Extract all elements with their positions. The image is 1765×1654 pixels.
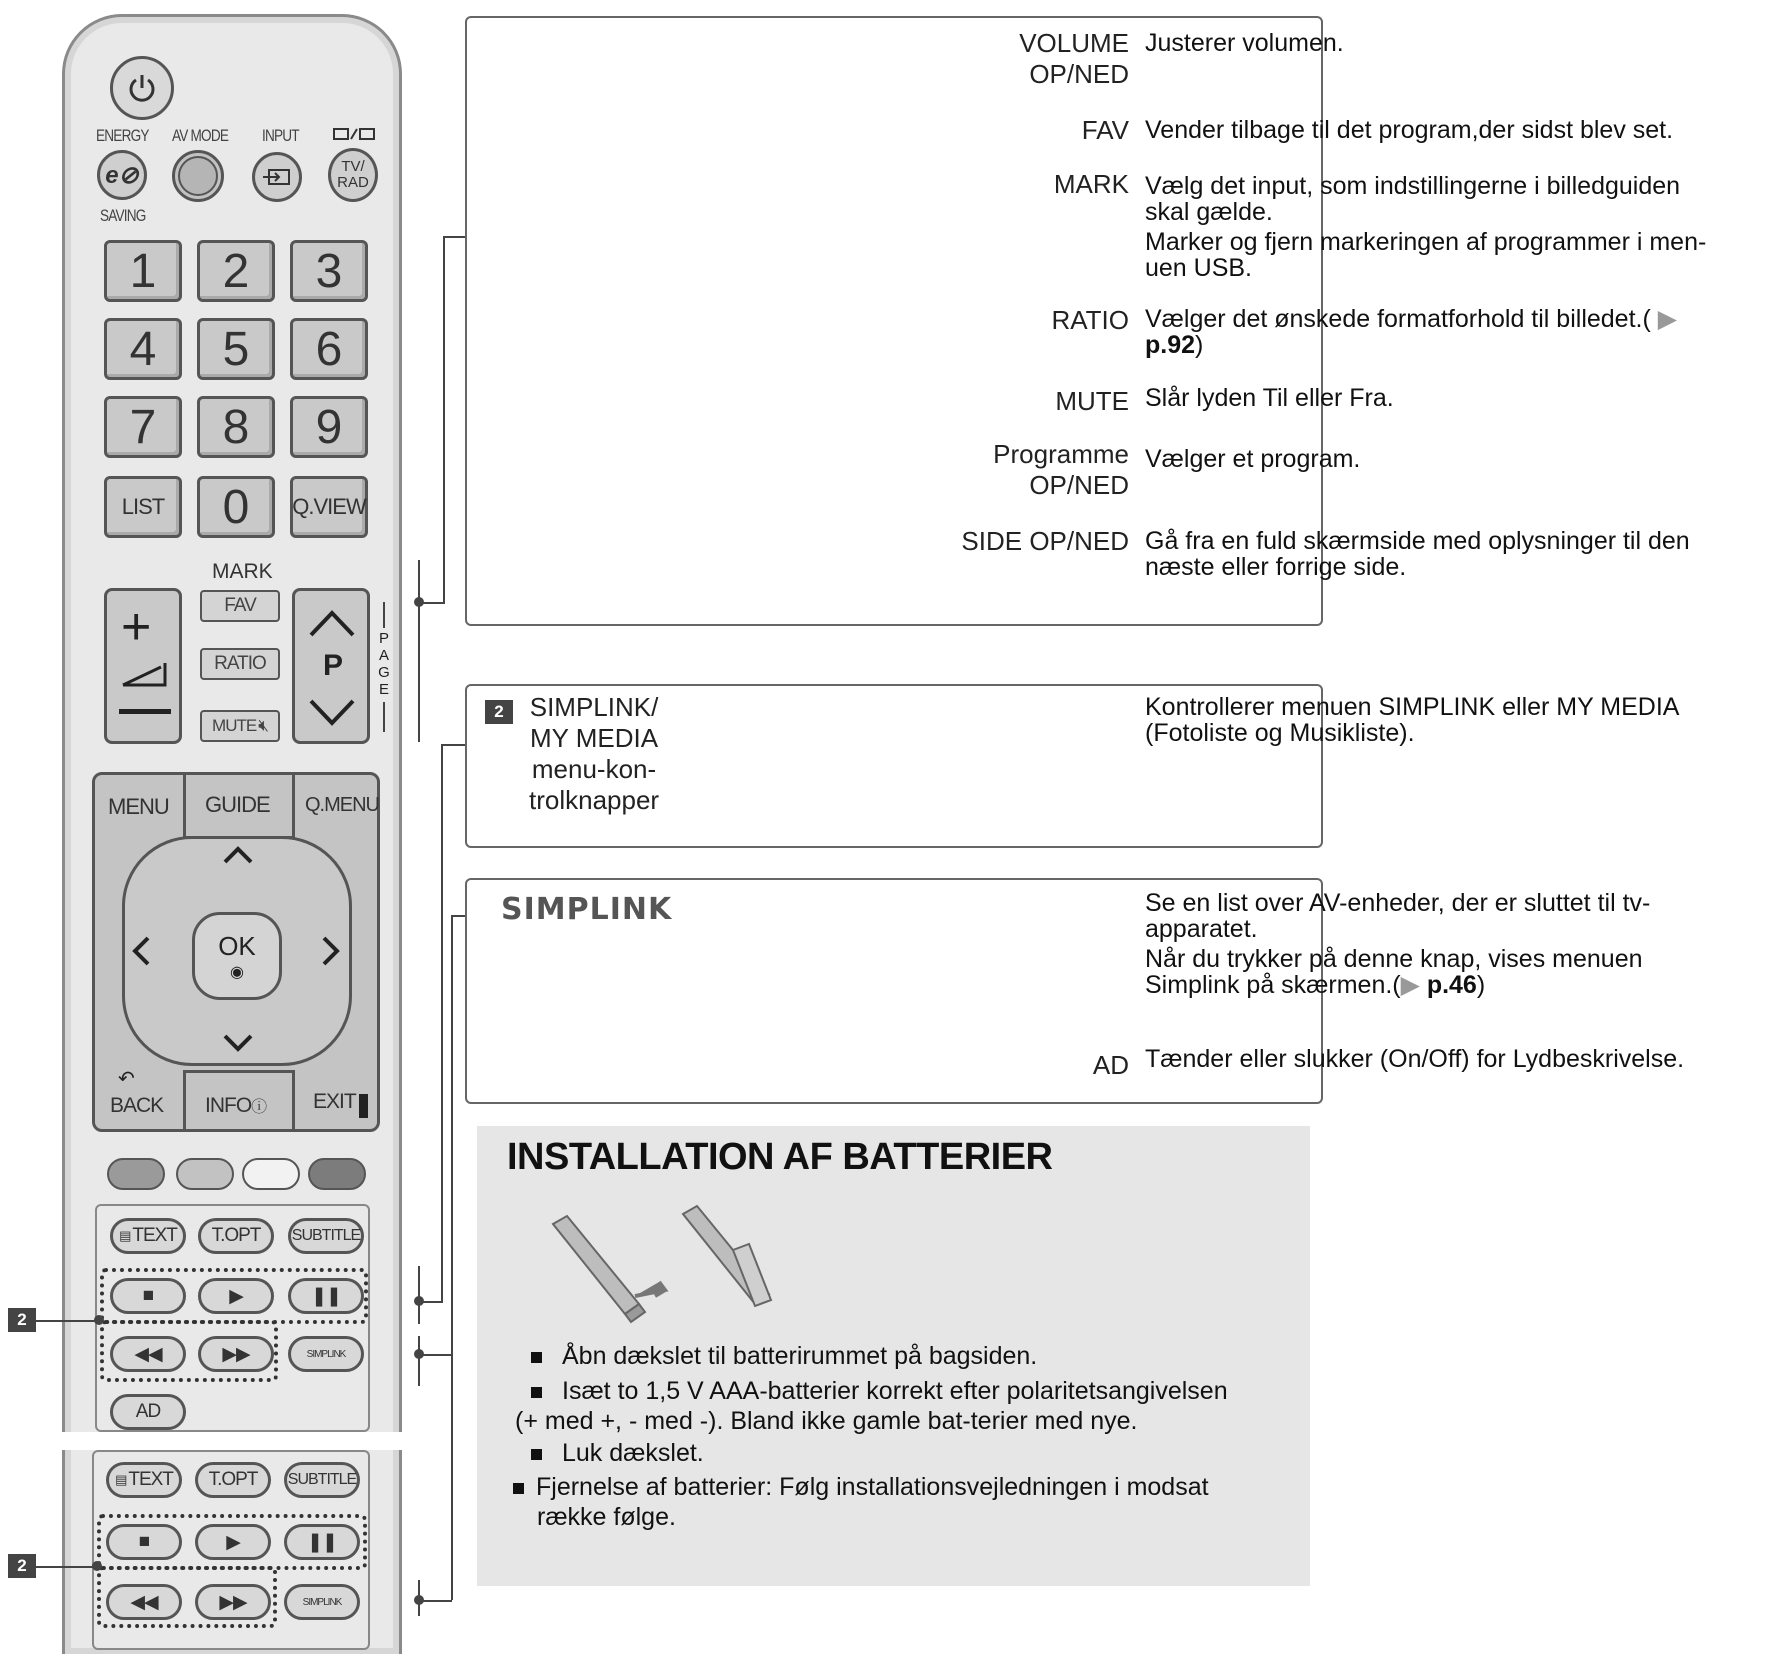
page-ref-arrow-icon: ▶ <box>1400 971 1427 999</box>
q-menu-button: Q.MENU <box>305 794 379 816</box>
simplink-button-alt: SIMPLINK <box>284 1584 360 1620</box>
digit-9-button: 9 <box>290 396 368 458</box>
arrow-right-icon <box>322 935 340 967</box>
digit-4-button: 4 <box>104 318 182 380</box>
info-icon: ⓘ <box>251 1099 267 1116</box>
desc-simplink-mymedia: Kontrollerer menuen SIMPLINK eller MY MEDIA (Fotoliste og Musikliste). <box>1145 693 1680 747</box>
av-mode-label: AV MODE <box>172 126 229 145</box>
play-button <box>198 1278 274 1314</box>
list-button: LIST <box>104 476 182 538</box>
stop-button <box>110 1278 186 1314</box>
input-label: INPUT <box>262 126 299 145</box>
simplink-button: SIMPLINK <box>288 1336 364 1372</box>
desc-fav: Vender tilbage til det program,der sidst blev set. <box>1145 116 1674 144</box>
blue-button <box>308 1158 366 1190</box>
pause-button-alt <box>284 1524 360 1560</box>
term-fav: FAV <box>1081 115 1129 145</box>
arrow-left-icon <box>132 935 150 967</box>
subtitle-button-alt: SUBTITLE <box>284 1462 360 1498</box>
desc-volume: Justerer volumen. <box>1145 29 1344 57</box>
back-button: BACK <box>110 1094 164 1117</box>
play-button-alt <box>195 1524 271 1560</box>
bullet-icon <box>513 1483 524 1494</box>
power-icon <box>125 71 159 105</box>
info-button: INFOⓘ <box>205 1094 267 1117</box>
desc-ad: Tænder eller slukker (On/Off) for Lydbeskrivelse. <box>1145 1045 1685 1073</box>
digit-2-button: 2 <box>197 240 275 302</box>
pause-button <box>288 1278 364 1314</box>
bullet-icon <box>531 1387 542 1398</box>
minus-icon <box>119 709 171 714</box>
arrow-up-icon <box>222 846 254 864</box>
ok-dot-icon: ◉ <box>230 963 244 981</box>
plus-icon: + <box>121 598 152 656</box>
rewind-button <box>110 1336 186 1372</box>
term-volume: VOLUME OP/NED <box>1019 28 1129 89</box>
power-button <box>110 56 174 120</box>
rewind-icon: ◀◀ <box>134 1343 162 1365</box>
energy-label: ENERGY <box>96 126 149 145</box>
volume-ramp-icon <box>121 661 167 687</box>
term-ad: AD <box>1092 1050 1129 1080</box>
play-icon: ▶ <box>229 1285 243 1307</box>
battery-step-insert-cont: (+ med +, - med -). Bland ikke gamle bat-terier med nye. <box>515 1407 1138 1435</box>
exit-icon <box>359 1094 368 1118</box>
tv-rad-button: TV/ RAD <box>328 148 378 202</box>
text-button-alt: ▤ TEXT <box>106 1462 182 1498</box>
stop-icon: ■ <box>138 1531 150 1552</box>
exit-button: EXIT <box>313 1090 356 1113</box>
battery-removal-cont: række følge. <box>537 1503 676 1531</box>
callout-tag-2-box: 2 <box>485 700 513 724</box>
green-button <box>176 1158 234 1190</box>
ad-button: AD <box>110 1394 186 1430</box>
callout-tag-2: 2 <box>8 1308 36 1332</box>
function-box-volume <box>465 16 1707 626</box>
simplink-logo: SIMPLINK <box>501 892 673 927</box>
desc-mute: Slår lyden Til eller Fra. <box>1145 384 1394 412</box>
rewind-icon: ◀◀ <box>130 1591 158 1613</box>
fast-forward-icon: ▶▶ <box>219 1591 247 1613</box>
subtitle-button: SUBTITLE <box>288 1218 364 1254</box>
page-label: P A G E <box>378 630 390 698</box>
term-ratio: RATIO <box>1051 305 1129 335</box>
input-button <box>252 152 302 202</box>
callout-tag-2-alt: 2 <box>8 1554 36 1578</box>
battery-removal: Fjernelse af batterier: Følg installationsvejledningen i modsat <box>513 1472 1209 1502</box>
t-opt-button-alt: T.OPT <box>195 1462 271 1498</box>
chevron-up-icon <box>307 609 357 637</box>
arrow-down-icon <box>222 1034 254 1052</box>
ok-button: OK ◉ <box>192 912 282 1000</box>
fav-button: FAV <box>200 590 280 622</box>
text-button: ▤ TEXT <box>110 1218 186 1254</box>
program-rocker <box>292 588 370 744</box>
term-simplink-mymedia: SIMPLINK/ MY MEDIA menu-kon- trolknapper <box>529 692 660 815</box>
program-p-label: P <box>323 649 344 682</box>
battery-step-close: Luk dækslet. <box>531 1438 704 1468</box>
digit-6-button: 6 <box>290 318 368 380</box>
av-mode-button <box>172 150 224 202</box>
digit-7-button: 7 <box>104 396 182 458</box>
battery-installation-panel <box>477 1126 1310 1586</box>
pause-icon: ❚❚ <box>311 1285 341 1307</box>
input-icon <box>263 168 291 186</box>
fast-forward-icon: ▶▶ <box>222 1343 250 1365</box>
desc-programme: Vælger et program. <box>1145 445 1361 473</box>
rewind-button-alt <box>106 1584 182 1620</box>
volume-rocker <box>104 588 182 744</box>
term-programme: Programme OP/NED <box>993 439 1129 500</box>
pause-icon: ❚❚ <box>307 1531 337 1553</box>
ratio-button: RATIO <box>200 648 280 680</box>
battery-cover-illustration <box>543 1204 783 1334</box>
menu-button: MENU <box>108 794 169 819</box>
desc-mark: Vælg det input, som indstillingerne i billedguiden skal gælde. Marker og fjern markeringen af programmer i men- uen USB. <box>1145 172 1707 282</box>
mute-button: MUTE 🔇︎ <box>200 710 280 742</box>
energy-saving-icon: e⊘ <box>97 150 147 200</box>
guide-button: GUIDE <box>205 792 270 817</box>
function-box-simplink-ad <box>465 878 1685 1104</box>
digit-8-button: 8 <box>197 396 275 458</box>
chevron-down-icon <box>307 699 357 727</box>
stop-icon: ■ <box>142 1285 154 1306</box>
mute-speaker-icon: 🔇︎ <box>258 716 268 735</box>
battery-step-insert: Isæt to 1,5 V AAA-batterier korrekt efter polaritetsangivelsen <box>531 1376 1228 1406</box>
page-ref-arrow-icon: ▶ <box>1650 305 1677 333</box>
function-box-simplink-mymedia <box>465 684 1680 848</box>
tv-radio-icon <box>333 127 375 141</box>
text-icon: ▤ <box>119 1228 131 1243</box>
yellow-button <box>242 1158 300 1190</box>
term-side: SIDE OP/NED <box>961 526 1129 556</box>
mark-label: MARK <box>212 560 273 583</box>
digit-5-button: 5 <box>197 318 275 380</box>
battery-title: INSTALLATION AF BATTERIER <box>507 1136 1053 1178</box>
text-icon: ▤ <box>115 1472 127 1487</box>
back-arrow-icon: ↶ <box>118 1068 135 1090</box>
bullet-icon <box>531 1449 542 1460</box>
term-mute: MUTE <box>1055 386 1129 416</box>
stop-button-alt <box>106 1524 182 1560</box>
bullet-icon <box>531 1352 542 1363</box>
digit-3-button: 3 <box>290 240 368 302</box>
saving-label: SAVING <box>100 206 146 225</box>
digit-1-button: 1 <box>104 240 182 302</box>
desc-ratio: Vælger det ønskede formatforhold til billedet.( ▶ p.92) <box>1145 305 1677 359</box>
term-mark: MARK <box>1053 169 1129 199</box>
battery-step-open: Åbn dækslet til batterirummet på bagsiden. <box>531 1341 1037 1371</box>
digit-0-button: 0 <box>197 476 275 538</box>
play-icon: ▶ <box>226 1531 240 1553</box>
q-view-button: Q.VIEW <box>290 476 368 538</box>
fast-forward-button <box>198 1336 274 1372</box>
t-opt-button: T.OPT <box>198 1218 274 1254</box>
desc-side: Gå fra en fuld skærmside med oplysninger til den næste eller forrige side. <box>1145 527 1690 581</box>
desc-simplink: Se en list over AV-enheder, der er sluttet til tv- apparatet. Når du trykker på denne knap, vises menuen Simplink på skærmen.(▶ p.46) <box>1145 889 1651 999</box>
fast-forward-button-alt <box>195 1584 271 1620</box>
red-button <box>107 1158 165 1190</box>
